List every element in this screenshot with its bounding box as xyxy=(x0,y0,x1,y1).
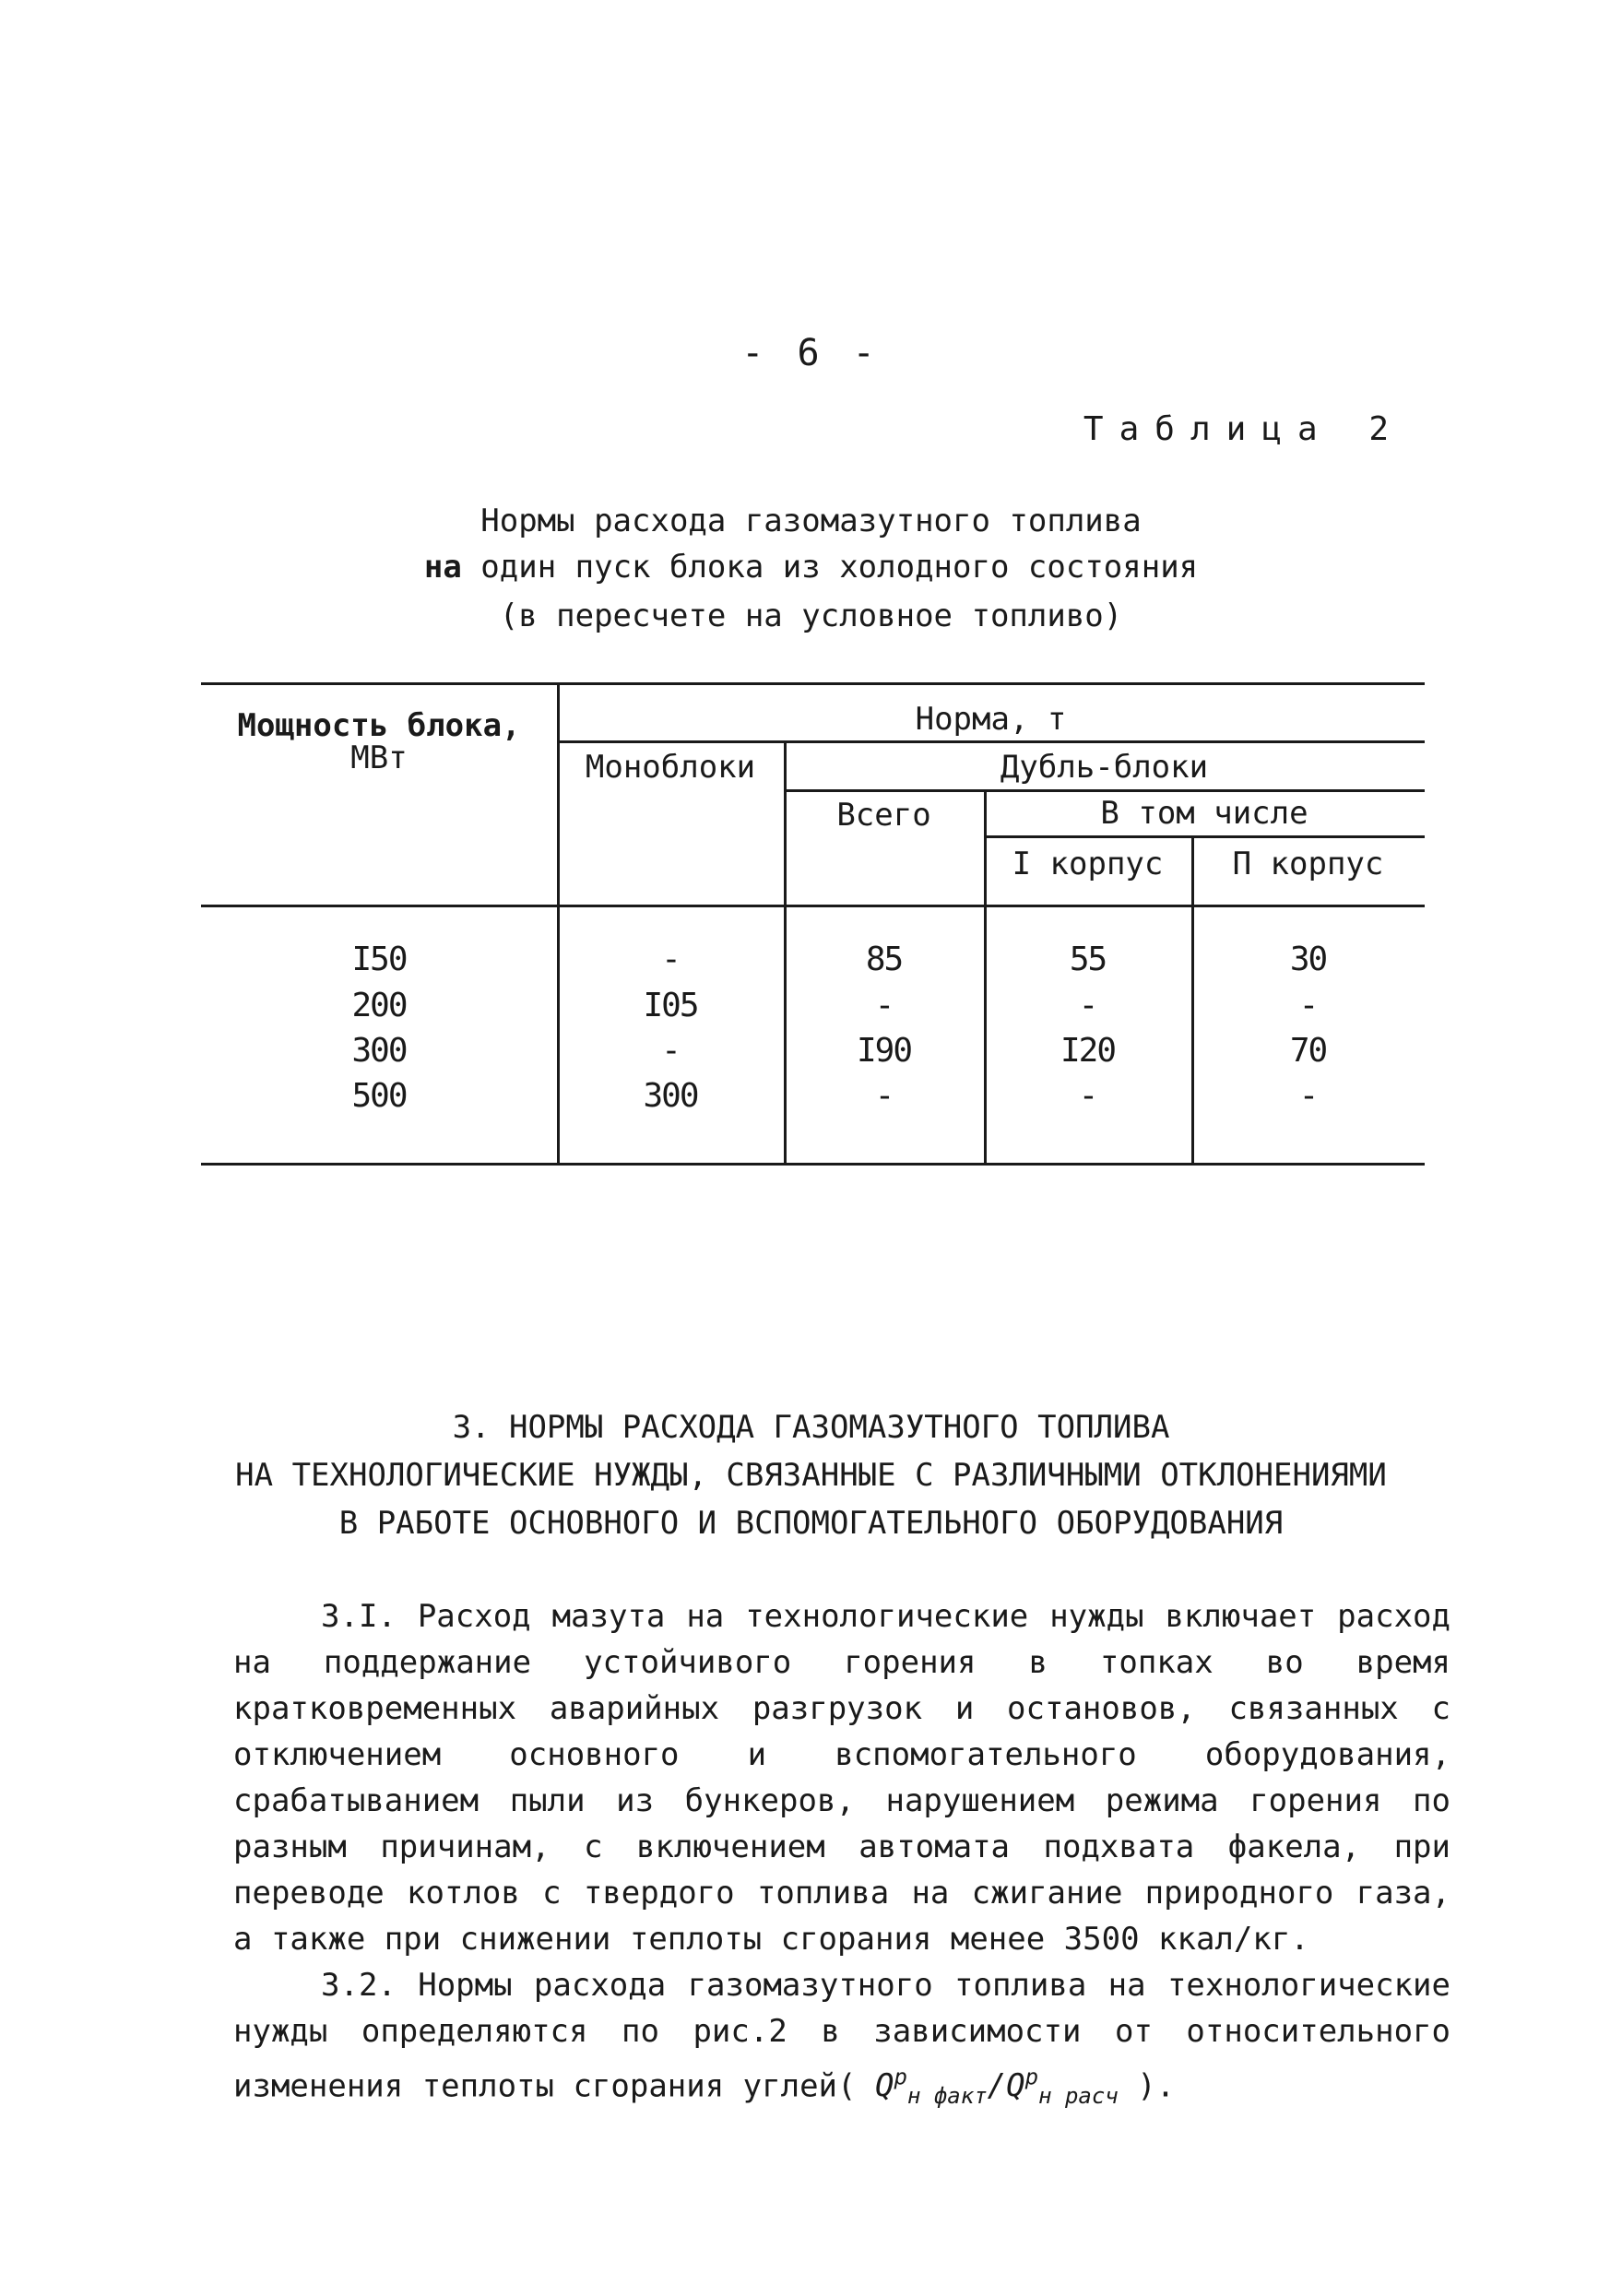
formula-open: ( xyxy=(837,2067,857,2105)
cell-hull2-row1: 30 xyxy=(1289,941,1327,978)
paragraph-3-1 xyxy=(233,1593,1450,1962)
paragraph-3-2 xyxy=(233,1962,1450,2119)
paragraph-3-1-text: 3.I. Расход мазута на технологические нужды включает расход на поддержание устойчивого горения в топках во время кратковременных аварийных разгрузок и остановов, связанных с отключением основного и вспомогательного оборудования, срабатыванием пыли из бункеров, нарушением режима горения по разным причинам, с включением автомата подхвата факела, при переводе котлов с твердого топлива на сжигание природного газа, а также при снижении теплоты сгорания менее 3500 ккал/кг. xyxy=(233,1598,1450,1958)
formula-sup-fact: р xyxy=(894,2065,907,2090)
table-top-rule xyxy=(201,682,1425,685)
cell-hull1-row2: - xyxy=(1078,987,1097,1024)
cell-hull1-row3: I20 xyxy=(1060,1032,1116,1070)
header-doubleblocks: Дубль-блоки xyxy=(1000,749,1209,786)
formula-sub-calc: н расч xyxy=(1038,2083,1119,2110)
formula-close: ). xyxy=(1137,2067,1176,2105)
header-power-unit: МВт xyxy=(350,740,408,776)
paragraph-3-2-text: 3.2. Нормы расхода газомазутного топлива на технологические нужды определяются по рис.2 в зависимости от относительного изменения теплоты сгорания углей xyxy=(233,1967,1450,2105)
cell-mono-row2: I05 xyxy=(643,987,698,1024)
header-hull1: I корпус xyxy=(1012,846,1164,882)
table-title-line3: (в пересчете на условное топливо) xyxy=(499,598,1123,634)
cell-power-row1: I50 xyxy=(351,941,407,978)
header-power: Мощность блока, xyxy=(237,707,521,744)
cell-hull2-row4: - xyxy=(1298,1077,1318,1115)
table-bottom-rule xyxy=(201,1163,1425,1166)
page-number: - 6 - xyxy=(741,332,881,374)
header-norm: Норма, т xyxy=(915,701,1067,738)
formula-slash: / xyxy=(987,2067,1007,2105)
cell-mono-row1: - xyxy=(661,941,680,978)
cell-hull2-row2: - xyxy=(1298,987,1318,1024)
table-title-line2-text: один пуск блока из холодного состояния xyxy=(480,549,1199,586)
doubleblock-header-rule xyxy=(784,789,1425,792)
cell-mono-row3: - xyxy=(661,1032,680,1070)
header-hull2: П корпус xyxy=(1232,846,1384,882)
formula-sup-calc: р xyxy=(1024,2065,1039,2090)
header-total: Всего xyxy=(836,797,931,834)
calorific-ratio-formula xyxy=(875,2065,1119,2110)
formula-sub-fact: н факт xyxy=(906,2083,988,2110)
formula-q-fact: Q xyxy=(875,2067,894,2105)
cell-power-row3: 300 xyxy=(351,1032,407,1070)
cell-power-row2: 200 xyxy=(351,987,407,1024)
header-bottom-rule xyxy=(201,905,1425,907)
cell-hull2-row3: 70 xyxy=(1289,1032,1327,1070)
header-including: В том числе xyxy=(1100,795,1308,832)
section-heading-line1: 3. НОРМЫ РАСХОДА ГАЗОМАЗУТНОГО ТОПЛИВА xyxy=(452,1409,1170,1446)
section-heading xyxy=(0,1403,1622,1547)
cell-total-row3: I90 xyxy=(856,1032,912,1070)
formula-q-calc: Q xyxy=(1006,2067,1025,2105)
norm-header-rule xyxy=(557,740,1425,743)
cell-hull1-row4: - xyxy=(1078,1077,1097,1115)
cell-total-row2: - xyxy=(874,987,894,1024)
table-title-line2 xyxy=(0,549,1622,586)
table-title-bold-word: на xyxy=(423,549,462,586)
table-title-line1: Нормы расхода газомазутного топлива xyxy=(480,503,1142,539)
header-monoblocks: Моноблоки xyxy=(585,749,756,786)
cell-power-row4: 500 xyxy=(351,1077,407,1115)
cell-total-row4: - xyxy=(874,1077,894,1115)
section-heading-line2: НА ТЕХНОЛОГИЧЕСКИЕ НУЖДЫ, СВЯЗАННЫЕ С РАЗЛИЧНЫМИ ОТКЛОНЕНИЯМИ xyxy=(235,1457,1387,1494)
cell-hull1-row1: 55 xyxy=(1069,941,1107,978)
table-label: Таблица 2 xyxy=(1083,410,1404,448)
section-heading-line3: В РАБОТЕ ОСНОВНОГО И ВСПОМОГАТЕЛЬНОГО ОБОРУДОВАНИЯ xyxy=(338,1505,1284,1542)
cell-total-row1: 85 xyxy=(865,941,903,978)
cell-mono-row4: 300 xyxy=(643,1077,698,1115)
including-header-rule xyxy=(984,835,1425,838)
